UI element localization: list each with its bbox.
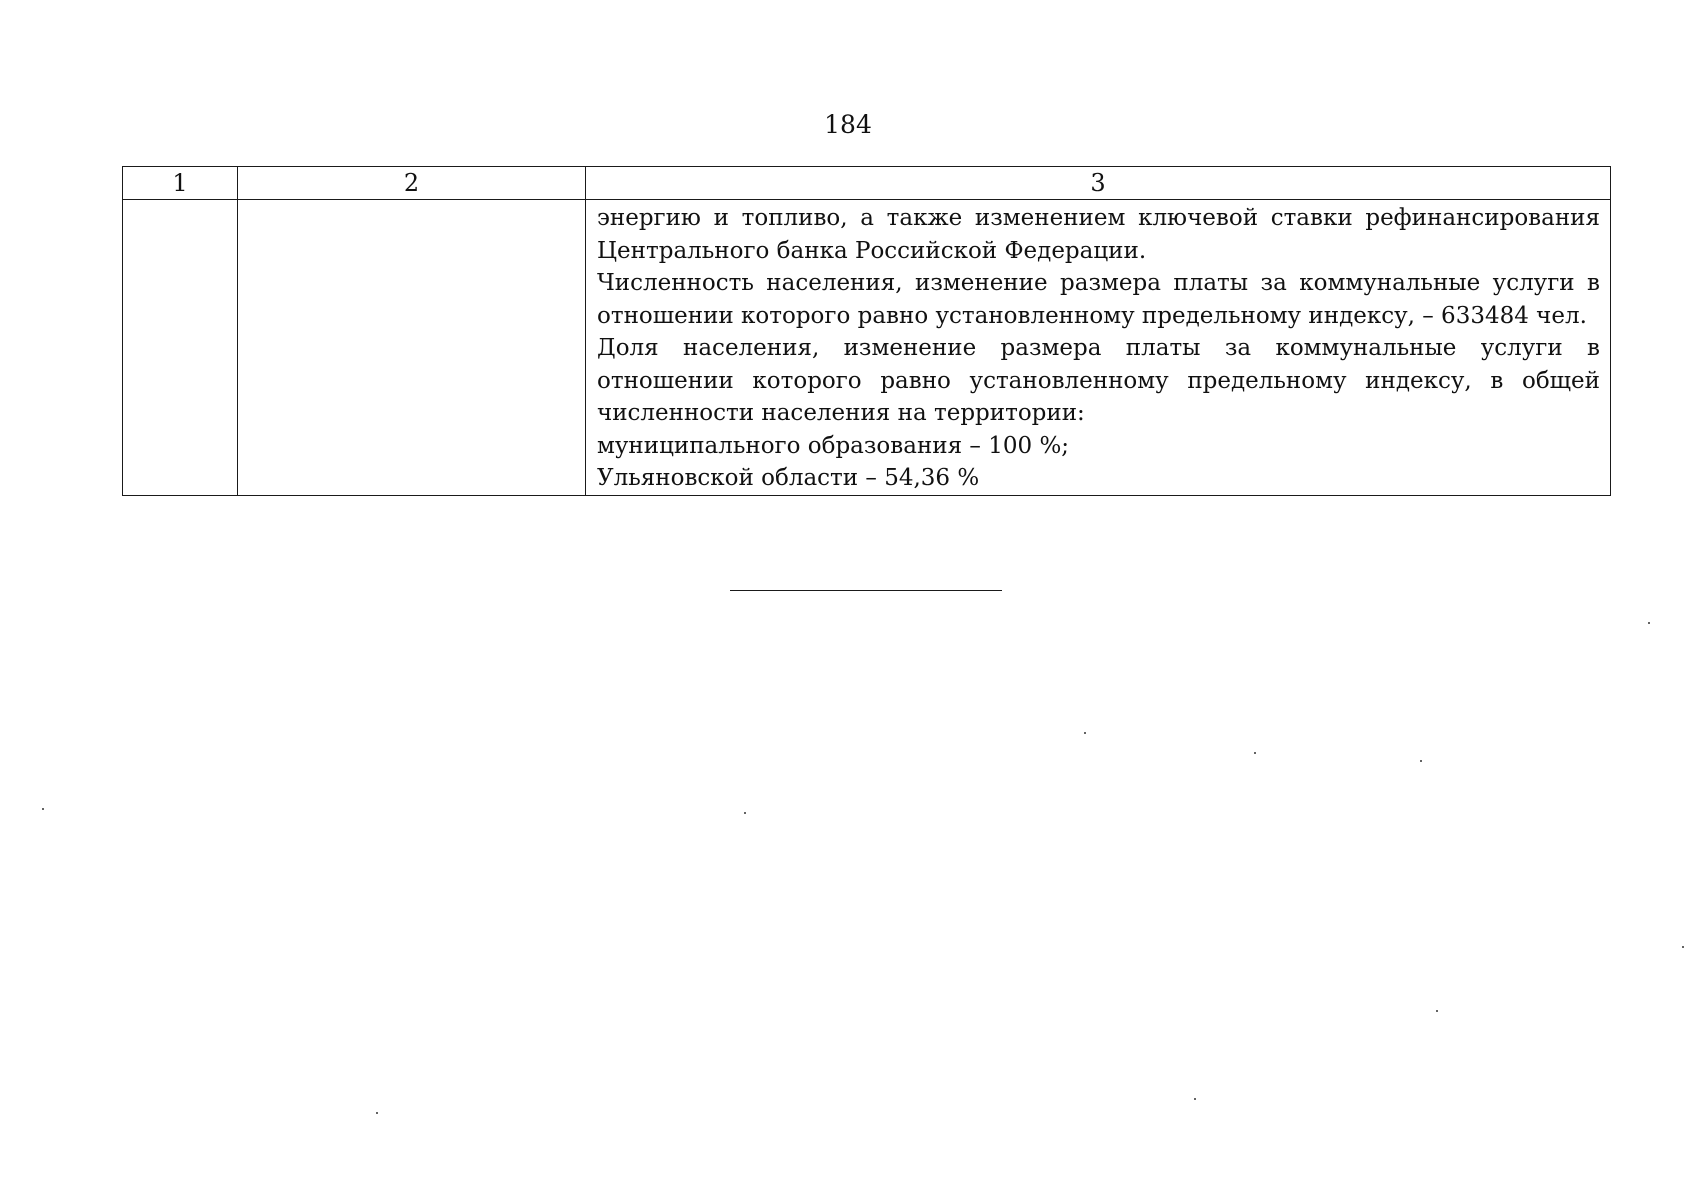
scan-speck	[1084, 732, 1086, 734]
end-separator-line	[730, 590, 1002, 591]
table-cell-col2	[238, 200, 586, 496]
scan-speck	[376, 1112, 378, 1114]
paragraph-regional-share: Ульяновской области – 54,36 %	[597, 465, 980, 491]
paragraph-population-share: Доля населения, изменение размера платы за коммунальные услуги в отношении которого равно установленному предельному индексу, в общей численности населения на территории:	[597, 335, 1600, 426]
table-row	[123, 200, 1611, 496]
scan-speck	[1436, 1010, 1438, 1012]
table-header-row	[123, 167, 1611, 200]
page-number: 184	[824, 110, 872, 139]
scan-speck	[1682, 946, 1684, 948]
column-header-2: 2	[238, 167, 586, 200]
document-table	[122, 166, 1611, 496]
scan-speck	[1648, 622, 1650, 624]
table-cell-col3	[586, 200, 1611, 496]
paragraph-population-count: Численность населения, изменение размера платы за коммунальные услуги в отношении которого равно установленному предельному индексу, – 633484 чел.	[597, 270, 1600, 329]
column-header-1: 1	[123, 167, 238, 200]
table-cell-col1	[123, 200, 238, 496]
paragraph-tariff-factors: энергию и топливо, а также изменением ключевой ставки рефинансирования Центрального банка Российской Федерации.	[597, 205, 1600, 264]
scan-speck	[744, 812, 746, 814]
scan-speck	[1420, 760, 1422, 762]
paragraph-municipal-share: муниципального образования – 100 %;	[597, 432, 1070, 459]
column-header-3: 3	[586, 167, 1611, 200]
scan-speck	[1254, 752, 1256, 754]
scan-speck	[1194, 1098, 1196, 1100]
scan-speck	[42, 808, 44, 810]
